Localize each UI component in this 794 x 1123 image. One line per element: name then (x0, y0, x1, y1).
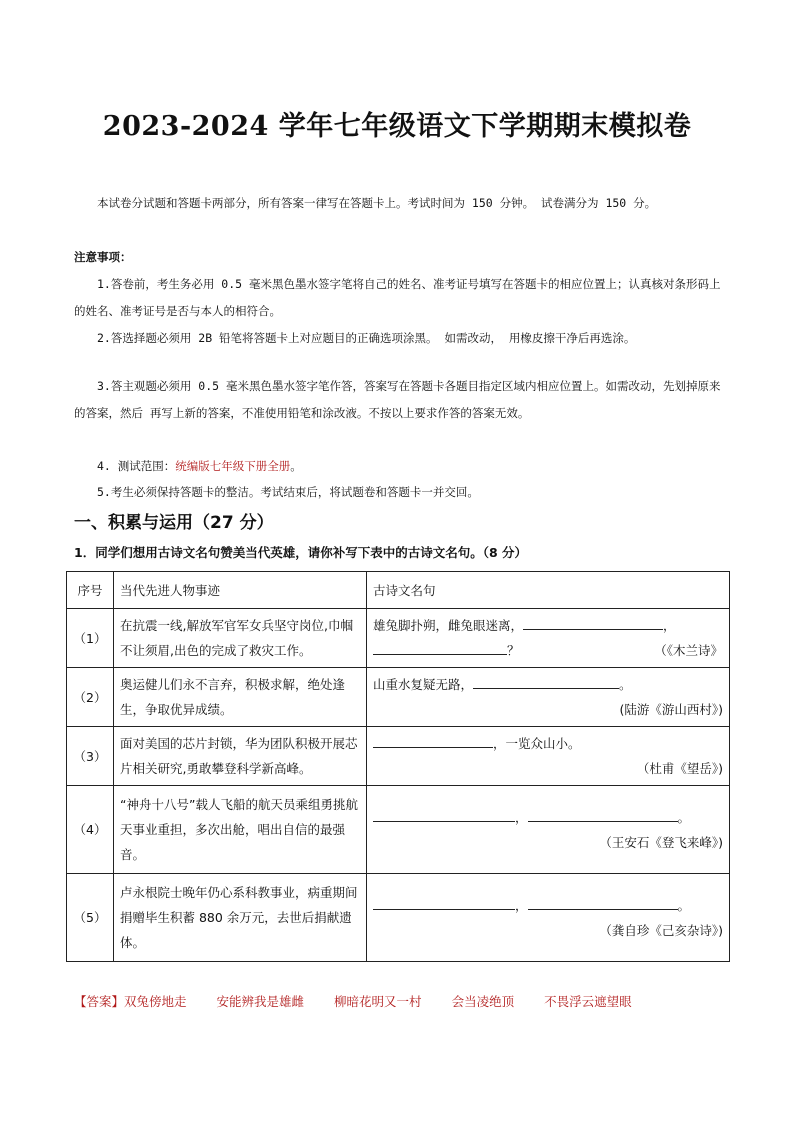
row-num: （3） (67, 727, 114, 786)
header-poem: 古诗文名句 (367, 572, 730, 609)
table-row (67, 786, 730, 874)
poem-punct: 。 (677, 809, 691, 825)
answer-item: 不畏浮云遮望眼 (544, 994, 632, 1009)
table-header-row (67, 572, 730, 609)
row-poem (367, 786, 730, 874)
note-4-suffix: 。 (290, 459, 302, 473)
note-5: 5.考生必须保持答题卡的整洁。考试结束后，将试题卷和答题卡一并交回。 (97, 485, 479, 499)
row-num: （1） (67, 609, 114, 668)
row-num: （5） (67, 874, 114, 962)
answer-blank[interactable] (373, 895, 515, 910)
note-3: 3.答主观题必须用 0.5 毫米黑色墨水签字笔作答，答案写在答题卡各题目指定区域内相应位置上。如需改动，先划掉原来的答案，然后 再写上新的答案，不准使用铅笔和涂改液。不按以上要求作答的答案无效。 (74, 379, 721, 420)
answer-item: 柳暗花明又一村 (334, 994, 422, 1009)
poem-punct: ， (515, 809, 528, 825)
row-deed: 奥运健儿们永不言弃，积极求解，绝处逢生，争取优异成绩。 (114, 668, 367, 727)
row-deed: 卢永根院士晚年仍心系科教事业，病重期间捐赠毕生积蓄 880 余万元，去世后捐献遗体。 (114, 874, 367, 962)
answer-item: 会当凌绝顶 (451, 994, 515, 1009)
intro-paragraph: 本试卷分试题和答题卡两部分，所有答案一律写在答题卡上。考试时间为 150 分钟。 试卷满分为 150 分。 (97, 196, 657, 210)
page-title: 2023-2024 学年七年级语文下学期期末模拟卷 (102, 111, 692, 142)
answer-blank[interactable] (373, 807, 515, 822)
poem-source: （王安石《登飞来峰》) (599, 834, 723, 850)
header-num: 序号 (67, 572, 114, 609)
table-row (67, 668, 730, 727)
poem-punct: ， (515, 897, 528, 913)
poem-punct: 。 (677, 897, 691, 913)
answer-item: 双兔傍地走 (124, 994, 187, 1009)
poem-punct: ， (663, 618, 676, 633)
answer-blank[interactable] (473, 674, 619, 689)
section-title: 一、积累与运用（27 分） (74, 513, 274, 533)
poem-line-text: 雄兔脚扑朔，雌兔眼迷离， (373, 618, 524, 633)
question-1: 1．同学们想用古诗文名句赞美当代英雄，请你补写下表中的古诗文名句。（8 分） (74, 545, 527, 560)
row-deed: 在抗震一线,解放军官军女兵坚守岗位,巾帼不让须眉,出色的完成了救灾工作。 (114, 609, 367, 668)
row-poem (367, 668, 730, 727)
answer-item: 安能辨我是雄雌 (216, 994, 305, 1009)
answer-label: 【答案】 (74, 994, 125, 1009)
note-2: 2.答选择题必须用 2B 铅笔将答题卡上对应题目的正确选项涂黑。 如需改动， 用橡皮擦干净后再选涂。 (97, 331, 636, 345)
answer-blank[interactable] (373, 640, 507, 655)
answer-blank[interactable] (528, 895, 678, 910)
row-deed: “神舟十八号”载人飞船的航天员乘组勇挑航天事业重担，多次出舱，唱出自信的最强音。 (114, 786, 367, 874)
poem-punct: 。 (619, 677, 632, 692)
poem-source: （《木兰诗》 (654, 643, 723, 658)
row-poem (367, 874, 730, 962)
note-4 (74, 453, 722, 480)
poem-source: （杜甫《望岳》) (636, 761, 723, 776)
header-deed: 当代先进人物事迹 (114, 572, 367, 609)
notes-title (74, 244, 722, 271)
poem-line-text: 山重水复疑无路， (373, 677, 474, 692)
row-num: （2） (67, 668, 114, 727)
poem-punct: ？ (507, 643, 520, 658)
table-row (67, 874, 730, 962)
row-num: （4） (67, 786, 114, 874)
answer-blank[interactable] (528, 807, 678, 822)
row-poem (367, 727, 730, 786)
table-row (67, 609, 730, 668)
poetry-table (66, 571, 730, 962)
answer-line (74, 992, 662, 1010)
row-poem (367, 609, 730, 668)
notes-title-text: 注意事项： (74, 250, 132, 264)
poem-source: (陆游《游山西村》) (619, 702, 723, 717)
poem-line-text: ，一览众山小。 (493, 736, 581, 751)
note-4-highlight: 统编版七年级下册全册 (175, 459, 291, 473)
answer-blank[interactable] (523, 615, 663, 630)
poem-source: （龚自珍《己亥杂诗》) (599, 922, 723, 938)
note-1: 1.答卷前，考生务必用 0.5 毫米黑色墨水签字笔将自己的姓名、准考证号填写在答题卡的相应位置上；认真核对条形码上的姓名、准考证号是否与本人的相符合。 (74, 277, 721, 318)
answer-blank[interactable] (373, 733, 493, 748)
row-deed: 面对美国的芯片封锁，华为团队积极开展芯片相关研究,勇敢攀登科学新高峰。 (114, 727, 367, 786)
table-row (67, 727, 730, 786)
note-4-prefix: 4. 测试范围： (97, 459, 176, 473)
